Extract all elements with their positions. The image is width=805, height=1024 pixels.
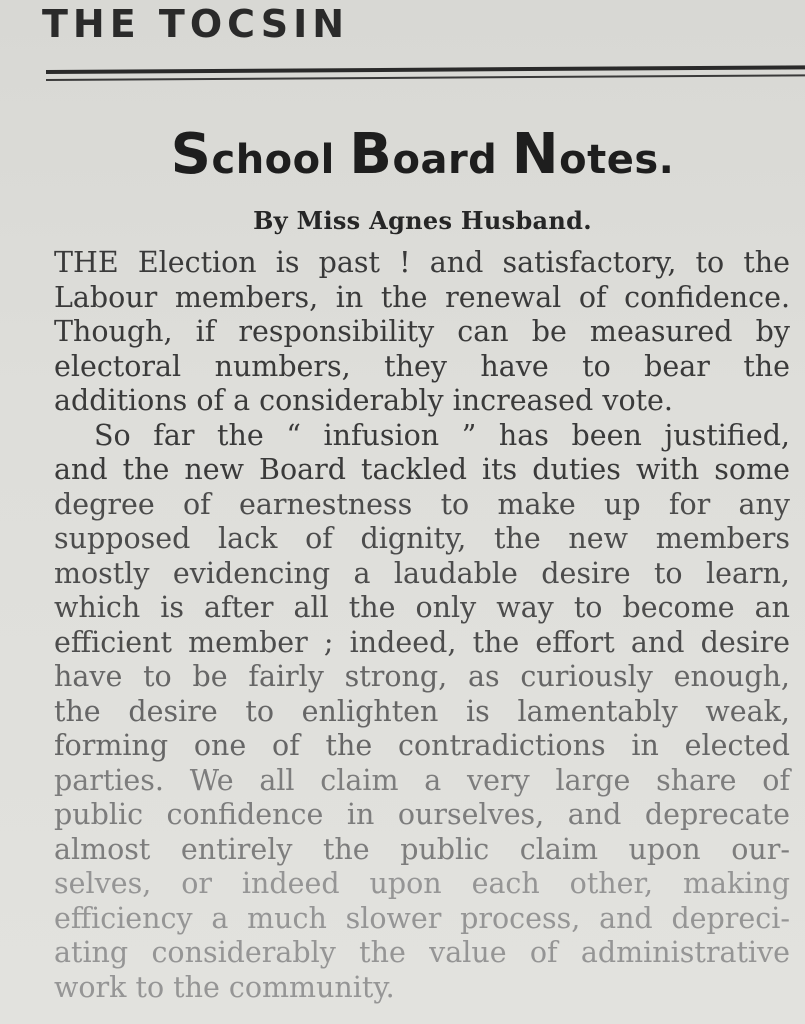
body-line: degree of earnestness to make up for any — [54, 487, 790, 521]
article-byline: By Miss Agnes Husband. — [253, 206, 592, 235]
body-line: forming one of the contradictions in elected — [54, 729, 790, 762]
body-line: public confidence in ourselves, and deprecate — [54, 798, 790, 831]
body-line: Though, if responsibility can be measured by — [54, 315, 790, 348]
body-line: efficient member ; indeed, the effort and desire — [54, 625, 790, 659]
article-body — [54, 246, 790, 1005]
body-line: So far the “ infusion ” has been justified, — [94, 418, 790, 452]
title-rest: oard — [392, 137, 512, 183]
body-line: ating considerably the value of administrative — [54, 936, 790, 969]
body-line: efficiency a much slower process, and depreci- — [54, 901, 790, 935]
title-rest: chool — [211, 137, 350, 183]
body-line: selves, or indeed upon each other, making — [54, 867, 790, 900]
body-line: mostly evidencing a laudable desire to learn, — [54, 556, 790, 590]
body-line: almost entirely the public claim upon our- — [54, 832, 790, 866]
masthead: THE TOCSIN — [42, 2, 350, 46]
body-line: which is after all the only way to become an — [54, 591, 790, 624]
body-line: parties. We all claim a very large share of — [54, 763, 790, 797]
title-cap: B — [349, 122, 393, 187]
body-line: have to be fairly strong, as curiously enough, — [54, 660, 790, 693]
body-line: Labour members, in the renewal of confidence. — [54, 280, 790, 314]
body-line: supposed lack of dignity, the new members — [54, 522, 790, 555]
body-line: electoral numbers, they have to bear the — [54, 349, 790, 383]
body-line: work to the community. — [54, 970, 395, 1004]
masthead-rule-thin — [46, 74, 805, 81]
title-cap: N — [511, 122, 560, 187]
body-line: the desire to enlighten is lamentably weak, — [54, 694, 790, 728]
title-rest: otes. — [559, 137, 675, 183]
article-title — [0, 122, 805, 187]
body-line: THE Election is past ! and satisfactory, to the — [54, 246, 790, 279]
title-cap: S — [170, 122, 212, 187]
body-line: additions of a considerably increased vote. — [54, 384, 673, 417]
body-line: and the new Board tackled its duties with some — [54, 453, 790, 486]
masthead-rule-thick — [46, 65, 805, 74]
